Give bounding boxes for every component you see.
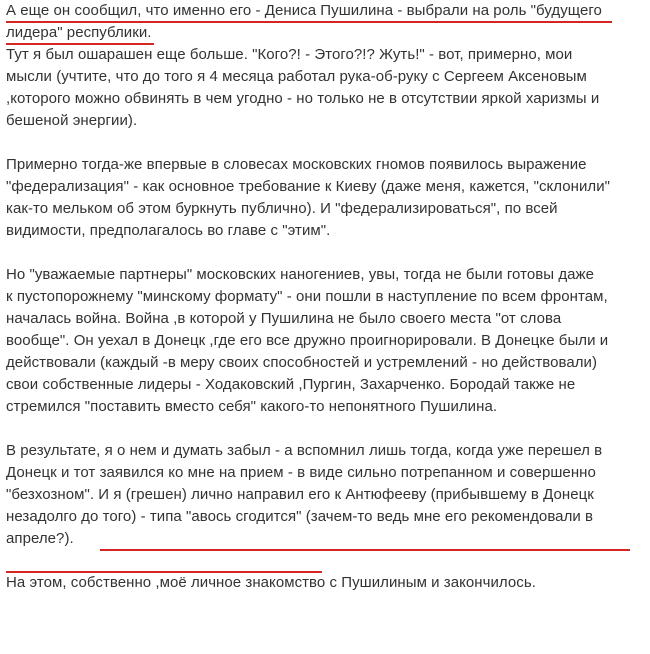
text-line: Тут я был ошарашен еще больше. "Кого?! - Этого?!? Жуть!" - вот, примерно, мои [6, 46, 573, 63]
document-body [6, 0, 642, 594]
paragraph-1 [6, 0, 642, 132]
text-line: лидера" республики. [6, 24, 152, 41]
text-line: вообще". Он уехал в Донецк ,где его все дружно проигнорировали. В Донецке были и [6, 332, 609, 349]
text-line: свои собственные лидеры - Ходаковский ,Пургин, Захарченко. Бородай также не [6, 376, 576, 393]
text-line: апреле?). [6, 530, 74, 547]
paragraph-5 [6, 572, 642, 594]
text-line: мысли (учтите, что до того я 4 месяца работал рука-об-руку с Сергеем Аксеновым [6, 68, 587, 85]
highlight-underline [100, 549, 630, 551]
text-line: началась война. Война ,в которой у Пушилина не было своего места "от слова [6, 310, 562, 327]
text-line: В результате, я о нем и думать забыл - а вспомнил лишь тогда, когда уже перешел в [6, 442, 603, 459]
text-line: "федерализация" - как основное требование к Киеву (даже меня, кажется, "склонили" [6, 178, 611, 195]
paragraph-3 [6, 264, 642, 418]
text-line: ,которого можно обвинять в чем угодно - но только не в отсутствии яркой харизмы и [6, 90, 600, 107]
text-line: бешеной энергии). [6, 112, 138, 129]
highlight-underline [6, 43, 154, 45]
text-line: Но "уважаемые партнеры" московских наногениев, увы, тогда не были готовы даже [6, 266, 594, 283]
text-line: На этом, собственно ,моё личное знакомство с Пушилиным и закончилось. [6, 574, 536, 591]
text-line: А еще он сообщил, что именно его - Дениса Пушилина - выбрали на роль "будущего [6, 2, 602, 19]
text-line: действовали (каждый -в меру своих способностей и устремлений - но действовали) [6, 354, 598, 371]
highlight-underline [6, 21, 612, 23]
text-line: к пустопорожнему "минскому формату" - они пошли в наступление по всем фронтам, [6, 288, 608, 305]
paragraph-gap [6, 132, 642, 154]
highlight-underline [6, 571, 322, 573]
text-line: видимости, предполагалось во главе с "этим". [6, 222, 331, 239]
paragraph-gap [6, 550, 642, 572]
paragraph-4 [6, 440, 642, 550]
paragraph-2 [6, 154, 642, 242]
paragraph-gap [6, 418, 642, 440]
text-line: Донецк и тот заявился ко мне на прием - в виде сильно потрепанном и совершенно [6, 464, 596, 481]
text-line: стремился "поставить вместо себя" какого-то непонятного Пушилина. [6, 398, 498, 415]
text-line: как-то мельком об этом буркнуть публично). И "федерализироваться", по всей [6, 200, 558, 217]
paragraph-gap [6, 242, 642, 264]
text-line: незадолго до того) - типа "авось сгодится" (зачем-то ведь мне его рекомендовали в [6, 508, 594, 525]
text-line: "безхозном". И я (грешен) лично направил его к Антюфееву (прибывшему в Донецк [6, 486, 594, 503]
text-line: Примерно тогда-же впервые в словесах московских гномов появилось выражение [6, 156, 587, 173]
